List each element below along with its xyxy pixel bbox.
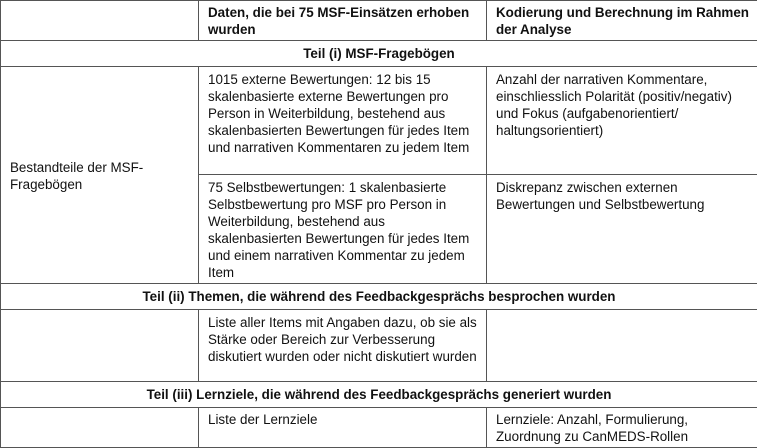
data-cell: 1015 externe Bewertungen: 12 bis 15 skalenbasierte externe Bewertungen pro Person in Weiterbildung, bestehend aus skalenbasierten Bewertungen für jedes Item und narrativen Kommentaren zu jedem Item <box>199 67 487 175</box>
section-title-iii: Teil (iii) Lernziele, die während des Feedbackgesprächs generiert wurden <box>1 382 757 408</box>
row-label: Bestandteile der MSF-Fragebögen <box>1 67 199 284</box>
coding-cell: Lernziele: Anzahl, Formulierung, Zuordnung zu CanMEDS-Rollen <box>487 408 757 448</box>
header-coding-cell: Kodierung und Berechnung im Rahmen der Analyse <box>487 1 757 41</box>
data-cell: Liste aller Items mit Angaben dazu, ob sie als Stärke oder Bereich zur Verbesserung diskutiert wurden oder nicht diskutiert wurden <box>199 310 487 382</box>
header-row <box>1 1 757 41</box>
section-row <box>1 382 757 408</box>
section-title-i: Teil (i) MSF-Fragebögen <box>1 41 757 67</box>
coding-cell: Diskrepanz zwischen externen Bewertungen und Selbstbewertung <box>487 175 757 284</box>
coding-cell <box>487 310 757 382</box>
table-row <box>1 67 757 175</box>
header-data-cell: Daten, die bei 75 MSF-Einsätzen erhoben wurden <box>199 1 487 41</box>
table-row <box>1 310 757 382</box>
data-cell: Liste der Lernziele <box>199 408 487 448</box>
section-row <box>1 284 757 310</box>
header-empty-cell <box>1 1 199 41</box>
section-title-ii: Teil (ii) Themen, die während des Feedbackgesprächs besprochen wurden <box>1 284 757 310</box>
row-label <box>1 310 199 382</box>
data-cell: 75 Selbstbewertungen: 1 skalenbasierte Selbstbewertung pro MSF pro Person in Weiterbildung, bestehend aus skalenbasierten Bewertungen für jedes Item und einem narrativen Kommentar zu jedem Item <box>199 175 487 284</box>
coding-cell: Anzahl der narrativen Kommentare, einschliesslich Polarität (positiv/negativ) und Fokus (aufgabenorientiert/ haltungsorientiert) <box>487 67 757 175</box>
section-row <box>1 41 757 67</box>
